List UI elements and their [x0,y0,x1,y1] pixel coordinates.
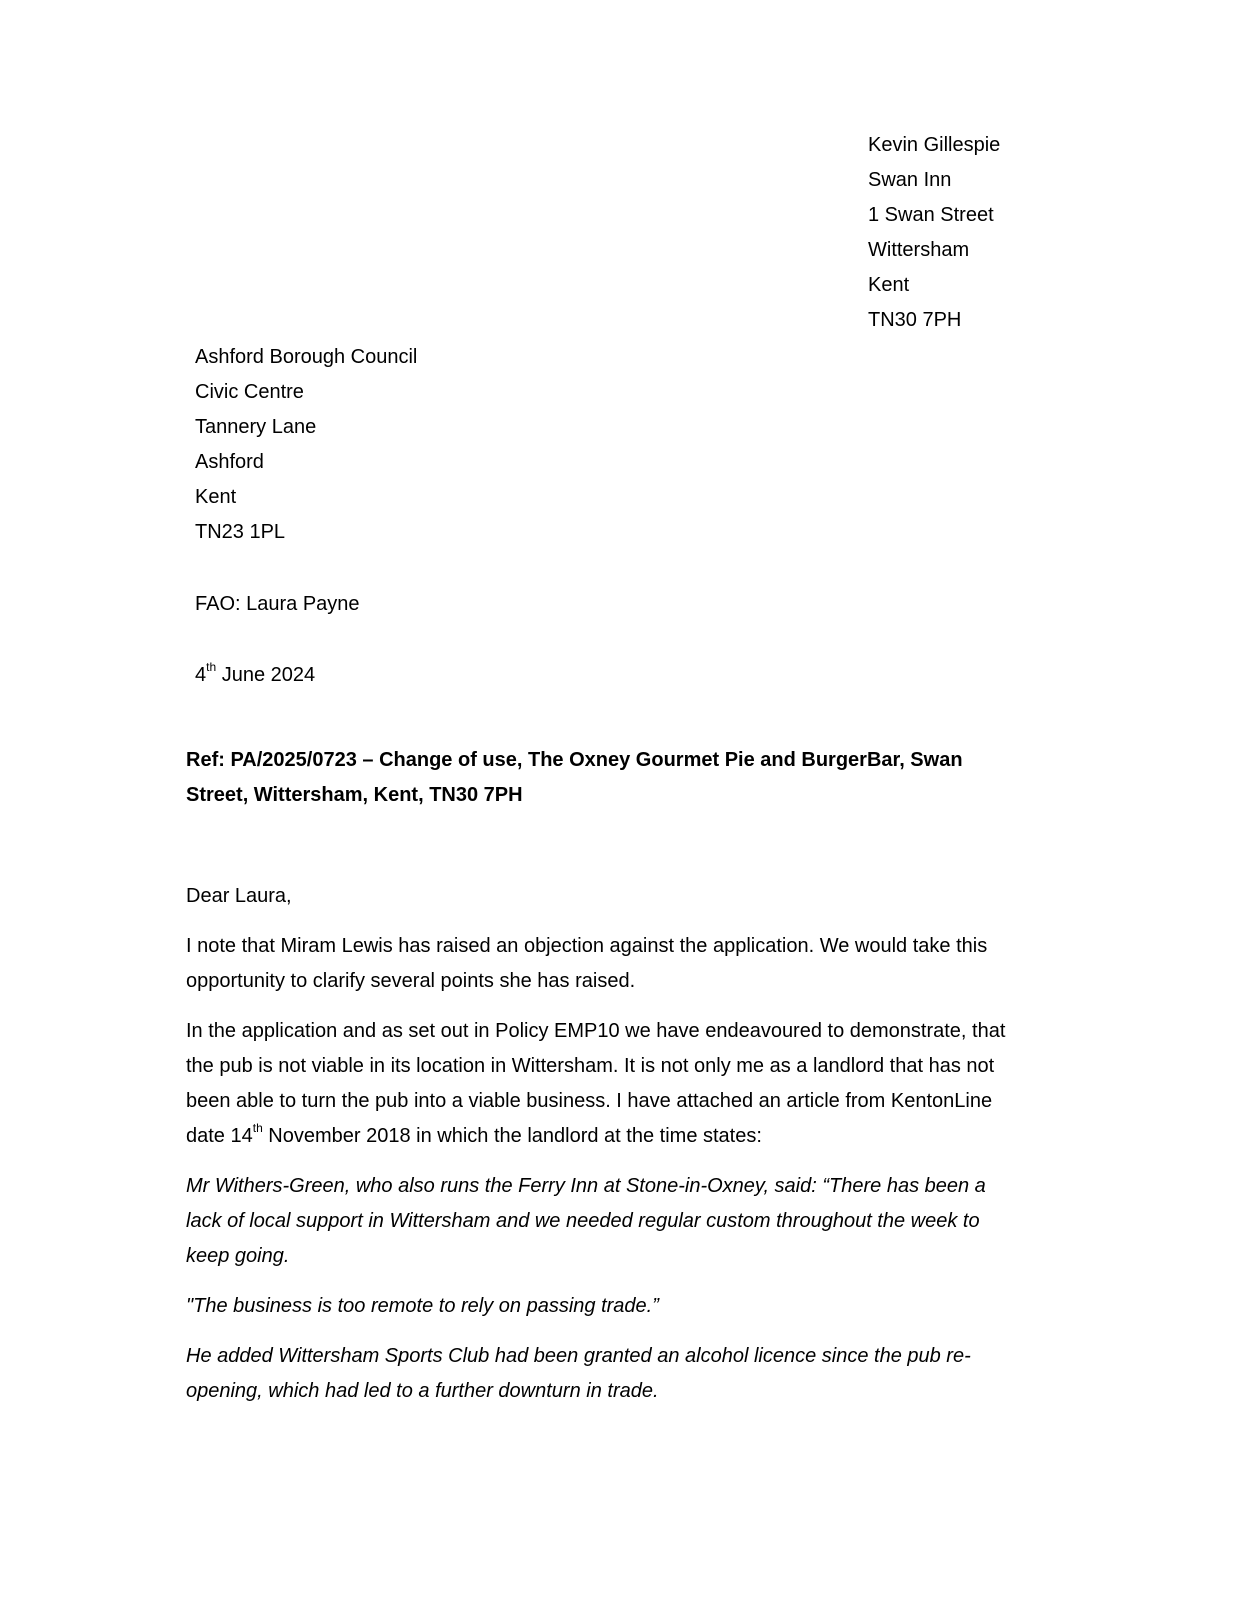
paragraph-text: date 14 [186,1125,253,1147]
sender-address [868,128,1000,338]
recipient-address-line: Tannery Lane [195,416,317,438]
quote-line: opening, which had led to a further downturn in trade. [186,1380,659,1402]
quote-line: lack of local support in Wittersham and we needed regular custom throughout the week to [186,1210,980,1232]
recipient-address-line: Kent [195,486,237,508]
ordinal-suffix: th [252,1121,263,1136]
paragraph-objection [186,929,1046,999]
fao-line: FAO: Laura Payne [195,593,360,615]
quote-line: keep going. [186,1245,290,1267]
recipient-address [195,340,417,550]
paragraph-line: In the application and as set out in Policy EMP10 we have endeavoured to demonstrate, that [186,1020,1006,1042]
recipient-address-line: Civic Centre [195,381,304,403]
sender-address-line: Wittersham [868,239,970,261]
quote-paragraph [186,1289,1046,1324]
quote-paragraph [186,1169,1046,1274]
recipient-postcode: TN23 1PL [195,521,286,543]
date-month-year: June 2024 [216,664,316,686]
letter-date [195,658,315,693]
quote-line: "The business is too remote to rely on passing trade.” [186,1295,659,1317]
sender-name: Kevin Gillespie [868,134,1001,156]
quote-line: Mr Withers-Green, who also runs the Ferry Inn at Stone-in-Oxney, said: “There has been a [186,1175,986,1197]
date-day: 4 [195,664,207,686]
sender-address-line: Kent [868,274,910,296]
paragraph-line: been able to turn the pub into a viable business. I have attached an article from KentonLine [186,1090,993,1112]
reference-line: Street, Wittersham, Kent, TN30 7PH [186,784,523,806]
sender-postcode: TN30 7PH [868,309,962,331]
recipient-name: Ashford Borough Council [195,346,418,368]
reference-heading [186,743,1046,813]
paragraph-line [186,1119,1046,1154]
letter-body [186,879,1046,1424]
date-ordinal-suffix: th [206,660,217,675]
salutation-text: Dear Laura, [186,885,292,907]
paragraph-viability [186,1014,1046,1154]
paragraph-line: the pub is not viable in its location in Wittersham. It is not only me as a landlord that has not [186,1055,995,1077]
paragraph-line: I note that Miram Lewis has raised an objection against the application. We would take this [186,935,988,957]
reference-line: Ref: PA/2025/0723 – Change of use, The Oxney Gourmet Pie and BurgerBar, Swan [186,749,963,771]
quote-paragraph [186,1339,1046,1409]
quote-line: He added Wittersham Sports Club had been granted an alcohol licence since the pub re- [186,1345,971,1367]
salutation [186,879,1046,914]
paragraph-text: November 2018 in which the landlord at the time states: [262,1125,762,1147]
paragraph-line: opportunity to clarify several points she has raised. [186,970,636,992]
sender-address-line: Swan Inn [868,169,952,191]
recipient-address-line: Ashford [195,451,264,473]
sender-address-line: 1 Swan Street [868,204,994,226]
